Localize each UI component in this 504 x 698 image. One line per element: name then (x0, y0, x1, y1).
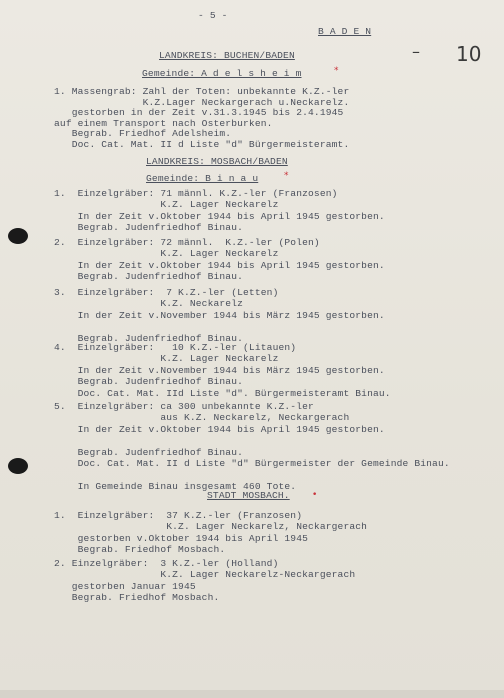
district-heading-buchen: LANDKREIS: BUCHEN/BADEN (159, 50, 295, 61)
entry-line: auf einem Transport nach Osterburken. (54, 117, 273, 129)
entry-line: 2. Einzelgräber: 72 männl. K.Z.-ler (Polen) (54, 237, 320, 248)
entry-line: K.Z.Lager Neckargerach u.Neckarelz. (54, 96, 350, 108)
entry-line: aus K.Z. Neckarelz, Neckargerach (54, 412, 350, 424)
entry-line: Begrab. Judenfriedhof Binau. (54, 376, 244, 388)
entry-line: 1. Massengrab: Zahl der Toten: unbekannte K.Z.-ler (54, 86, 350, 97)
entry-line: Begrab. Judenfriedhof Binau. (54, 271, 244, 283)
region-heading: B A D E N (318, 26, 372, 37)
handwritten-dash: – (412, 42, 420, 61)
entry-line: 3. Einzelgräber: 7 K.Z.-ler (Letten) (54, 287, 279, 298)
entry-line: Doc. Cat. Mat. II d Liste "d" Bürgermeisteramt. (54, 139, 350, 150)
entry-line: K.Z. Neckarelz (54, 298, 244, 310)
entry-line: gestorben Januar 1945 (54, 580, 196, 592)
entry-line: K.Z. Lager Neckarelz (54, 353, 279, 365)
entry-line: gestorben v.Oktober 1944 bis April 1945 (54, 532, 309, 544)
entry-line: 1. Einzelgräber: 71 männl. K.Z.-ler (Franzosen) (54, 188, 338, 199)
entry-line: gestorben in der Zeit v.31.3.1945 bis 2.4.1945 (54, 107, 344, 119)
municipality-heading-binau: Gemeinde: B i n a u (146, 173, 259, 184)
entry-line: K.Z. Lager Neckarelz (54, 248, 279, 260)
entry-line: In der Zeit v.Oktober 1944 bis April 1945 gestorben. (54, 210, 385, 222)
entry-line: In der Zeit v.Oktober 1944 bis April 1945 gestorben. (54, 423, 385, 435)
entry-line: In der Zeit v.Oktober 1944 bis April 1945 gestorben. (54, 259, 385, 271)
district-heading-mosbach: LANDKREIS: MOSBACH/BADEN (146, 156, 288, 167)
entry-line: Doc. Cat. Mat. II d Liste "d" Bürgermeister der Gemeinde Binau. (54, 458, 450, 469)
entry-line: In der Zeit v.November 1944 bis März 1945 gestorben. (54, 309, 385, 321)
red-asterisk-mark: * (334, 66, 339, 76)
page-bottom-edge (0, 690, 504, 698)
entry-line: Doc. Cat. Mat. IId Liste "d". Bürgermeisteramt Binau. (54, 387, 391, 399)
entry-line: In Gemeinde Binau insgesamt 460 Tote. (54, 480, 297, 492)
entry-line: Begrab. Friedhof Mosbach. (54, 544, 226, 556)
entry-line: K.Z. Lager Neckarelz, Neckargerach (54, 521, 368, 533)
entry-line: Begrab. Judenfriedhof Binau. (54, 446, 244, 458)
entry-line: K.Z. Lager Neckarelz (54, 199, 279, 211)
entry-line: In der Zeit v.November 1944 bis März 1945 gestorben. (54, 364, 385, 376)
municipality-heading-adelsheim: Gemeinde: A d e l s h e i m (142, 68, 302, 79)
entry-line: K.Z. Lager Neckarelz-Neckargerach (54, 569, 356, 581)
entry-line: 1. Einzelgräber: 37 K.Z.-ler (Franzosen) (54, 510, 303, 521)
entry-line: Begrab. Friedhof Adelsheim. (54, 128, 232, 140)
punch-hole (8, 458, 28, 474)
entry-line: 2. Einzelgräber: 3 K.Z.-ler (Holland) (54, 558, 279, 569)
page-number: - 5 - (198, 10, 228, 21)
entry-line: 5. Einzelgräber: ca 300 unbekannte K.Z.-ler (54, 401, 314, 412)
entry-line: Begrab. Judenfriedhof Binau. (54, 222, 244, 234)
handwritten-number: 10 (456, 42, 482, 66)
punch-hole (8, 228, 28, 244)
entry-line: Begrab. Friedhof Mosbach. (54, 592, 220, 604)
red-dot-mark: • (312, 490, 318, 500)
entry-line: 4. Einzelgräber: 10 K.Z.-ler (Litauen) (54, 342, 297, 353)
city-heading-mosbach: STADT MOSBACH. (207, 490, 290, 501)
entry-line: Begrab. Judenfriedhof Binau. (54, 332, 244, 344)
red-asterisk-mark: * (284, 171, 289, 181)
